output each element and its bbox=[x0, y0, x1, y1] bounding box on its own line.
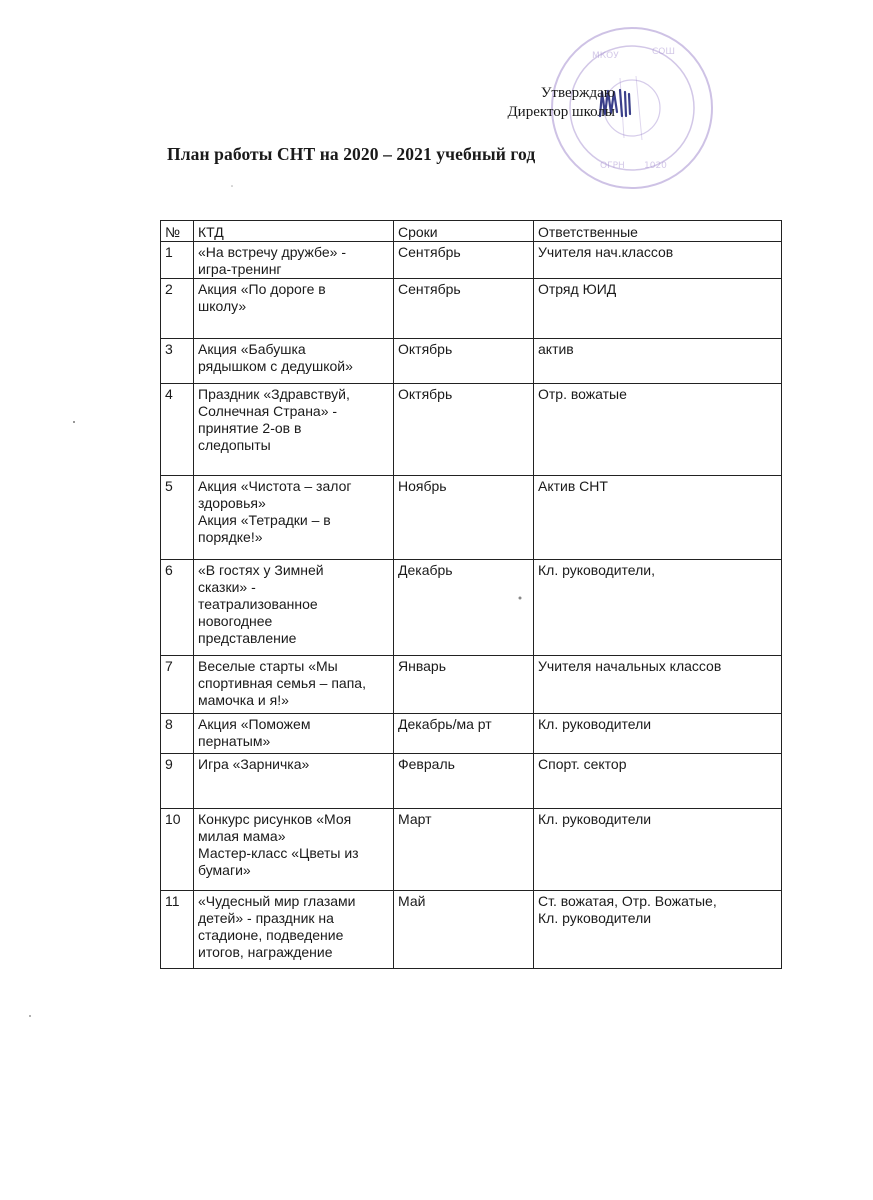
row-num: 1 bbox=[161, 242, 194, 279]
row-resp: Кл. руководители bbox=[534, 714, 782, 754]
row-date: Сентябрь bbox=[394, 242, 534, 279]
row-ktd: «Чудесный мир глазами детей» - праздник на стадионе, подведение итогов, награждение bbox=[194, 891, 394, 969]
row-date: Март bbox=[394, 809, 534, 891]
header-resp: Ответственные bbox=[534, 221, 782, 242]
header-date: Сроки bbox=[394, 221, 534, 242]
row-resp: Отряд ЮИД bbox=[534, 279, 782, 339]
row-date: Январь bbox=[394, 656, 534, 714]
row-num: 7 bbox=[161, 656, 194, 714]
row-num: 6 bbox=[161, 560, 194, 656]
table-row bbox=[161, 242, 782, 279]
svg-text:МКОУ: МКОУ bbox=[592, 51, 619, 61]
table-row bbox=[161, 339, 782, 384]
row-resp: Актив СНТ bbox=[534, 476, 782, 560]
row-ktd: Праздник «Здравствуй, Солнечная Страна» - принятие 2-ов в следопыты bbox=[194, 384, 394, 476]
table-row bbox=[161, 476, 782, 560]
row-ktd: Веселые старты «Мы спортивная семья – папа, мамочка и я!» bbox=[194, 656, 394, 714]
row-resp: Кл. руководители bbox=[534, 809, 782, 891]
table-row bbox=[161, 384, 782, 476]
row-date: Февраль bbox=[394, 754, 534, 809]
row-date: Ноябрь bbox=[394, 476, 534, 560]
row-resp: актив bbox=[534, 339, 782, 384]
row-ktd: «На встречу дружбе» - игра-тренинг bbox=[194, 242, 394, 279]
header-ktd: КТД bbox=[194, 221, 394, 242]
table-header-row bbox=[161, 221, 782, 242]
row-num: 4 bbox=[161, 384, 194, 476]
row-resp: Учителя начальных классов bbox=[534, 656, 782, 714]
director-label: Директор школы bbox=[507, 104, 615, 120]
svg-text:СОШ: СОШ bbox=[652, 47, 675, 57]
row-date: Октябрь bbox=[394, 384, 534, 476]
svg-text:1020: 1020 bbox=[644, 161, 667, 171]
row-ktd: Акция «Бабушка рядышком с дедушкой» bbox=[194, 339, 394, 384]
header-num: № bbox=[161, 221, 194, 242]
row-date: Октябрь bbox=[394, 339, 534, 384]
svg-text:ОГРН: ОГРН bbox=[600, 161, 625, 171]
row-ktd: Акция «Поможем пернатым» bbox=[194, 714, 394, 754]
plan-table bbox=[160, 220, 782, 969]
row-ktd: Акция «По дороге в школу» bbox=[194, 279, 394, 339]
table-row bbox=[161, 809, 782, 891]
row-num: 9 bbox=[161, 754, 194, 809]
row-resp: Спорт. сектор bbox=[534, 754, 782, 809]
row-ktd: Конкурс рисунков «Моя милая мама» Мастер-класс «Цветы из бумаги» bbox=[194, 809, 394, 891]
row-ktd: «В гостях у Зимней сказки» - театрализованное новогоднее представление bbox=[194, 560, 394, 656]
row-num: 11 bbox=[161, 891, 194, 969]
page-title: План работы СНТ на 2020 – 2021 учебный год bbox=[167, 144, 536, 164]
row-num: 2 bbox=[161, 279, 194, 339]
row-num: 10 bbox=[161, 809, 194, 891]
row-resp: Ст. вожатая, Отр. Вожатые, Кл. руководители bbox=[534, 891, 782, 969]
table-row bbox=[161, 891, 782, 969]
row-resp: Кл. руководители, bbox=[534, 560, 782, 656]
table-row bbox=[161, 279, 782, 339]
row-resp: Учителя нач.классов bbox=[534, 242, 782, 279]
row-ktd: Игра «Зарничка» bbox=[194, 754, 394, 809]
row-resp: Отр. вожатые bbox=[534, 384, 782, 476]
row-num: 3 bbox=[161, 339, 194, 384]
table-row bbox=[161, 656, 782, 714]
approval-block bbox=[455, 84, 615, 122]
table-row bbox=[161, 754, 782, 809]
row-date: Декабрь/ма рт bbox=[394, 714, 534, 754]
row-date: Май bbox=[394, 891, 534, 969]
row-num: 8 bbox=[161, 714, 194, 754]
approve-label: Утверждаю bbox=[540, 85, 615, 101]
row-ktd: Акция «Чистота – залог здоровья» Акция «Тетрадки – в порядке!» bbox=[194, 476, 394, 560]
row-date: Декабрь bbox=[394, 560, 534, 656]
table-row bbox=[161, 714, 782, 754]
table-row bbox=[161, 560, 782, 656]
row-date: Сентябрь bbox=[394, 279, 534, 339]
row-num: 5 bbox=[161, 476, 194, 560]
